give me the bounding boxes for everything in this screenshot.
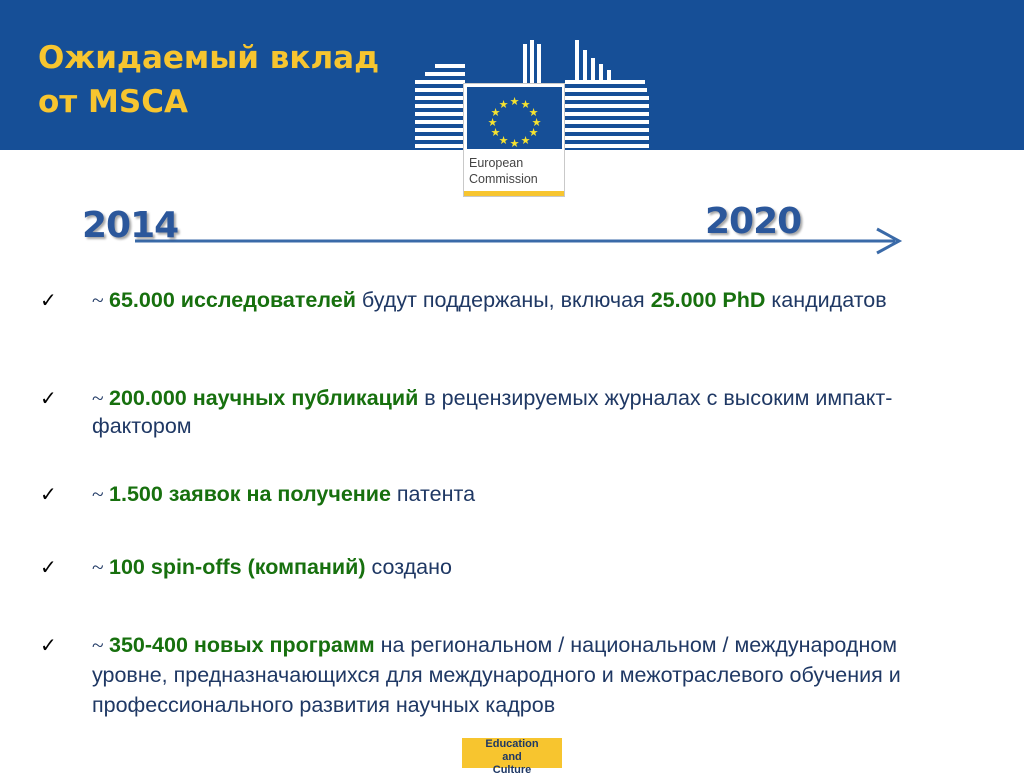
checkmark-icon: ✓ bbox=[40, 482, 57, 506]
bullet-rest-text: в рецензируемых журналах с высоким импакт-фактором bbox=[92, 386, 893, 438]
timeline-end-year: 2020 bbox=[705, 201, 802, 242]
bullet-rest-text: кандидатов bbox=[765, 288, 887, 312]
title-line-1: Ожидаемый вклад bbox=[38, 40, 380, 76]
svg-text:★: ★ bbox=[509, 137, 520, 150]
bullet-mid-text: будут поддержаны, включая bbox=[355, 288, 651, 312]
bullet-highlight: 1.500 заявок на получение bbox=[109, 482, 391, 506]
bullet-prefix: ~ bbox=[92, 288, 110, 312]
ec-logo-line-2: Commission bbox=[469, 171, 538, 186]
bullet-prefix: ~ bbox=[92, 555, 110, 579]
bullet-item-2 bbox=[40, 384, 970, 440]
bullet-rest-text: на региональном / национальном / международном уровне, предназначающихся для международного и межотраслевого обучения и профессионального развития научных кадров bbox=[92, 633, 901, 717]
slide-title bbox=[38, 36, 379, 124]
checkmark-icon: ✓ bbox=[40, 555, 57, 579]
bullet-prefix: ~ bbox=[92, 633, 110, 657]
bullet-rest-text: патента bbox=[390, 482, 476, 506]
bullet-text-5 bbox=[92, 630, 970, 720]
svg-text:★: ★ bbox=[528, 126, 539, 139]
bullet-rest-text: создано bbox=[365, 555, 452, 579]
svg-text:★: ★ bbox=[490, 126, 501, 139]
bullet-highlight: 350-400 новых программ bbox=[109, 633, 375, 657]
bullet-text-3 bbox=[92, 480, 970, 508]
european-commission-logo bbox=[415, 40, 650, 198]
checkmark-icon: ✓ bbox=[40, 386, 57, 410]
title-line-2: от MSCA bbox=[38, 84, 188, 120]
ec-logo-box bbox=[463, 83, 565, 197]
bullet-prefix: ~ bbox=[92, 386, 110, 410]
svg-text:★: ★ bbox=[531, 116, 542, 129]
bullet-highlight: 65.000 исследователей bbox=[109, 288, 356, 312]
svg-text:★: ★ bbox=[509, 95, 520, 108]
bullet-text-4 bbox=[92, 553, 970, 581]
bullet-highlight: 200.000 научных публикаций bbox=[109, 386, 419, 410]
bullet-text-2 bbox=[92, 384, 970, 440]
svg-text:★: ★ bbox=[498, 98, 509, 111]
svg-text:★: ★ bbox=[520, 98, 531, 111]
svg-text:★: ★ bbox=[520, 134, 531, 147]
bullet-highlight: 100 spin-offs (компаний) bbox=[109, 555, 366, 579]
footer-line-2: and bbox=[502, 751, 522, 763]
eu-flag-icon bbox=[467, 87, 562, 149]
bullet-text-1 bbox=[92, 286, 970, 314]
bullet-item-3 bbox=[40, 480, 970, 508]
bullet-item-4 bbox=[40, 553, 970, 581]
svg-text:★: ★ bbox=[528, 106, 539, 119]
ec-logo-line-1: European bbox=[469, 156, 524, 170]
timeline bbox=[0, 195, 1024, 265]
svg-text:★: ★ bbox=[498, 134, 509, 147]
checkmark-icon: ✓ bbox=[40, 633, 57, 657]
education-and-culture-badge bbox=[462, 738, 562, 776]
bullet-item-1 bbox=[40, 286, 970, 314]
footer-line-3: Culture bbox=[492, 764, 532, 776]
bullet-highlight-2: 25.000 PhD bbox=[650, 288, 766, 312]
svg-text:★: ★ bbox=[487, 116, 498, 129]
svg-text:★: ★ bbox=[490, 106, 501, 119]
bullet-item-5 bbox=[40, 630, 970, 720]
checkmark-icon: ✓ bbox=[40, 288, 57, 312]
bullet-prefix: ~ bbox=[92, 482, 110, 506]
footer-line-1: Education bbox=[485, 738, 539, 750]
ec-logo-text bbox=[469, 156, 538, 187]
timeline-start-year: 2014 bbox=[82, 205, 179, 246]
